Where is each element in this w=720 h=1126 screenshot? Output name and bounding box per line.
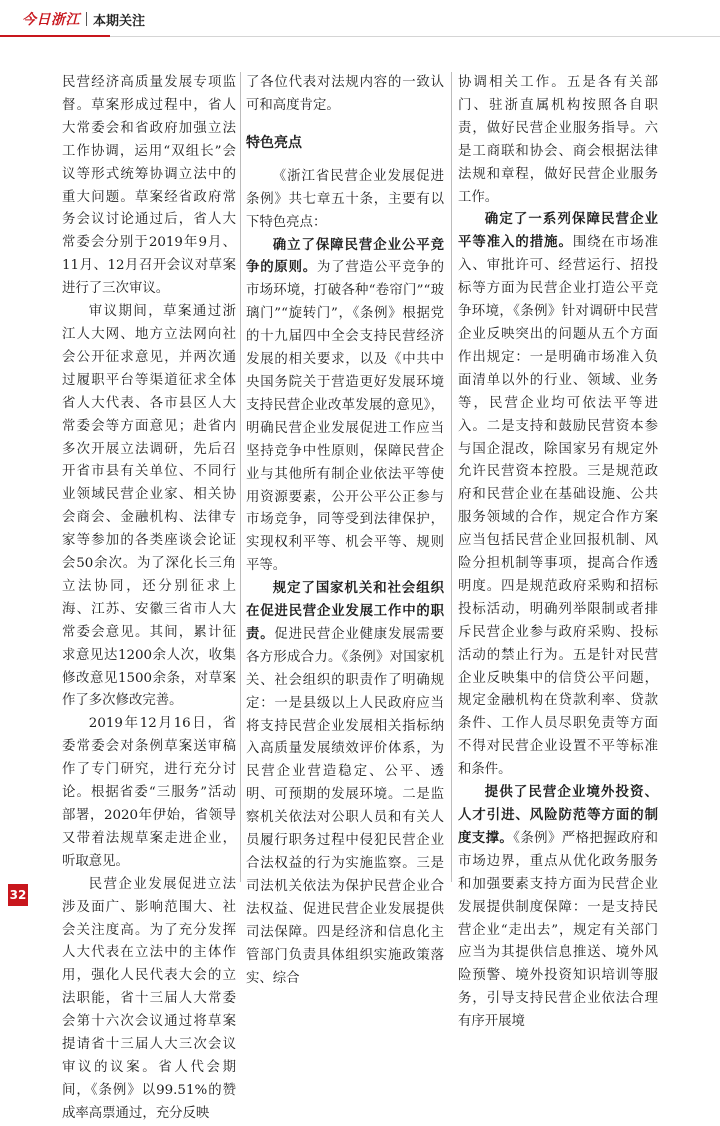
article-column-2 [246,72,444,990]
magazine-logo: 今日浙江 [22,12,80,28]
paragraph-text: 了各位代表对法规内容的一致认可和高度肯定。 [246,75,444,113]
paragraph-text: 协调相关工作。五是各有关部门、驻浙直属机构按照各自职责，做好民营企业服务指导。六是工商联和协会、商会根据法律法规和章程，做好民营企业服务工作。 [458,75,658,205]
header-accent-rule [0,35,110,37]
paragraph [62,874,236,1126]
header-divider [86,12,87,26]
paragraph-text: 促进民营企业健康发展需要各方形成合力。《条例》对国家机关、社会组织的职责作了明确规定：一是县级以上人民政府应当将支持民营企业发展相关指标纳入高质量发展绩效评价体系，为民营企业营造稳定、公平、透明、可预期的发展环境。二是监察机关依法对公职人员和有关人员履行职务过程中侵犯民营企业合法权益的行为实施监察。三是司法机关依法为保护民营企业合法权益、促进民营企业发展提供司法保障。四是经济和信息化主管部门负责具体组织实施政策落实、综合 [246,626,445,986]
paragraph-lead: 确立了保障民营企业公平竞争的原则。 [246,237,444,276]
paragraph-text: 围绕在市场准入、审批许可、经营运行、招投标等方面为民营企业打造公平竞争环境，《条例》针对调研中民营企业反映突出的问题从五个方面作出规定：一是明确市场准入负面清单以外的行业、领域、业务等，民营企业均可依法平等进入。二是支持和鼓励民营资本参与国企混改，除国家另有规定外允许民营资本控股。三是规范政府和民营企业在基础设施、公共服务领域的合作，规定合作方案应当包括民营企业回报机制、风险分担机制等事项，提高合作透明度。四是规范政府采购和招标投标活动，明确列举限制或者排斥民营企业参与政府采购、投标活动的禁止行为。五是针对民营企业反映集中的信贷公平问题，规定金融机构在贷款利率、贷款条件、工作人员尽职免责等方面不得对民营企业设置不平等标准和条件。 [458,235,659,778]
paragraph-text: 审议期间，草案通过浙江人大网、地方立法网向社会公开征求意见，并两次通过履职平台等渠道征求全体省人大代表、各市县区人大常委会等方面意见；赴省内多次开展立法调研，先后召开省市县有关单位、不同行业领域民营企业家、相关协会商会、金融机构、法律专家等参加的各类座谈会论证会50余次。为了深化长三角立法协同，还分别征求上海、江苏、安徽三省市人大常委会意见。其间，累计征求意见达1200余人次，收集修改意见1500余条，对草案作了多次修改完善。 [62,304,236,709]
paragraph [246,235,444,579]
paragraph-lead: 确定了一系列保障民营企业平等准入的措施。 [458,212,658,251]
paragraph-text: 2019年12月16日，省委常委会对条例草案送审稿作了专门研究，进行充分讨论。根据省委“三服务”活动部署，2020年伊始，省领导又带着法规草案走进企业，听取意见。 [62,716,236,869]
column-divider [451,72,452,882]
paragraph [458,72,658,209]
paragraph-text: 民营经济高质量发展专项监督。草案形成过程中，省人大常委会和省政府加强立法工作协调，运用“双组长”会议等形式统筹协调立法中的重大问题。草案经省政府常务会议讨论通过后，省人大常委会分别于2019年9月、11月、12月召开会议对草案进行了三次审议。 [62,75,236,297]
paragraph [62,301,236,713]
paragraph [246,578,444,990]
paragraph [62,72,236,301]
paragraph [458,782,658,1034]
article-column-3 [458,72,658,1034]
paragraph-lead: 提供了民营企业境外投资、人才引进、风险防范等方面的制度支撑。 [458,785,658,846]
column-divider [240,72,241,882]
article-column-1 [62,72,236,1126]
paragraph [62,713,236,873]
paragraph-text: 《条例》严格把握政府和市场边界，重点从优化政务服务和加强要素支持方面为民营企业发展提供制度保障：一是支持民营企业“走出去”，规定有关部门应当为其提供信息推送、境外风险预警、境外投资知识培训等服务，引导支持民营企业依法合理有序开展境 [458,830,658,1030]
paragraph [246,72,444,118]
paragraph-lead: 规定了国家机关和社会组织在促进民营企业发展工作中的职责。 [246,581,444,642]
page-number: 32 [8,884,28,906]
section-title: 本期关注 [93,13,146,29]
page-header [22,6,145,32]
paragraph-text: 民营企业发展促进立法涉及面广、影响范围大、社会关注度高。为了充分发挥人大代表在立法中的主体作用，强化人民代表大会的立法职能，省十三届人大常委会第十六次会议通过将草案提请省十三届人大三次会议审议的议案。省人代会期间，《条例》以99.51%的赞成率高票通过，充分反映 [62,876,236,1121]
paragraph-text: 《浙江省民营企业发展促进条例》共七章五十条，主要有以下特色亮点： [246,168,444,230]
section-heading: 特色亮点 [246,134,302,151]
paragraph [246,166,444,235]
header-rule [110,36,720,37]
paragraph-text: 为了营造公平竞争的市场环境，打破各种“卷帘门”“玻璃门”“旋转门”，《条例》根据党的十九届四中全会支持民营经济发展的相关要求，以及《中共中央国务院关于营造更好发展环境支持民营企业改革发展的意见》，明确民营企业发展促进工作应当坚持竞争中性原则，保障民营企业与其他所有制企业依法平等使用资源要素，公开公平公正参与市场竞争，同等受到法律保护，实现权利平等、机会平等、规则平等。 [246,260,445,574]
paragraph [458,209,658,782]
